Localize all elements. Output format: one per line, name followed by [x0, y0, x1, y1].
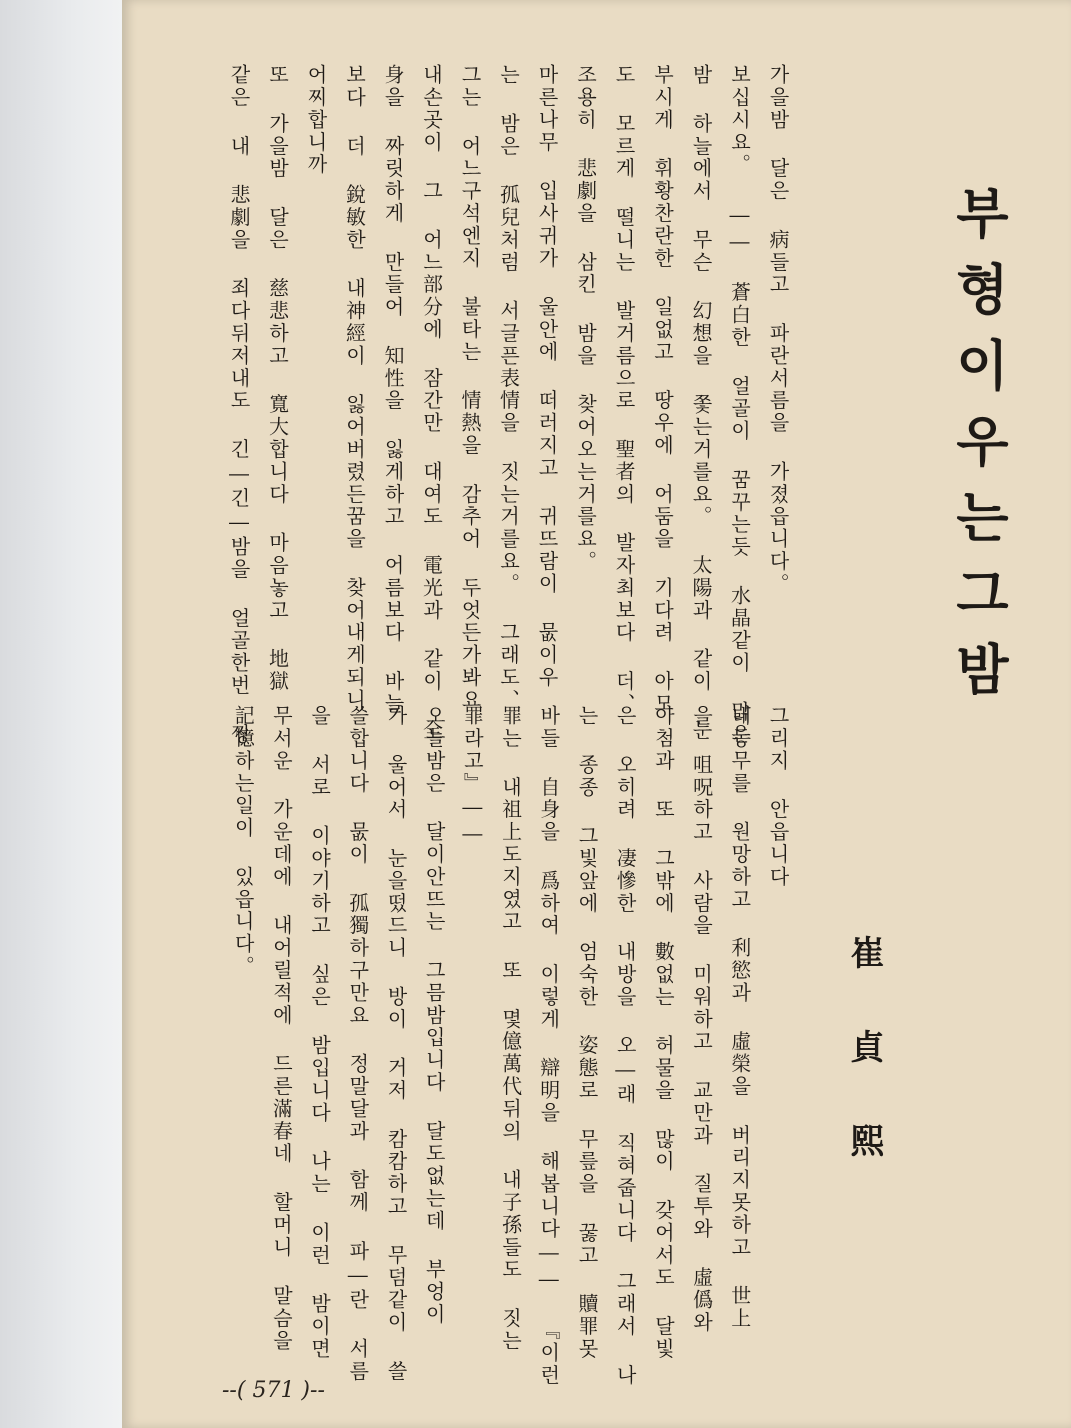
text-column: 조용히 悲劇을 삼킨 밤을 찾어오는거를요。	[573, 64, 598, 573]
text-column: 그리지 안읍니다	[766, 705, 790, 889]
text-column: 내손곳이 그 어느部分에 잠간만 대여도 電光과 같이 全	[419, 64, 444, 742]
background-edge	[0, 0, 122, 1428]
text-column: 보다 더 銳敏한 내神經이 잃어버렸든꿈을 찾어내게되니	[342, 64, 367, 712]
text-column: 罪라고』――	[460, 705, 485, 848]
page-title: 부형이우는그밤	[947, 185, 1010, 717]
text-column: 보십시요。 ―― 蒼白한 얼골이 꿈꾸는듯 水晶같이 맑은	[727, 64, 752, 746]
text-column: 내동무를 원망하고 利慾과 虛榮을 버리지못하고 世上	[727, 705, 752, 1330]
text-column: 마른나무 입사귀가 울안에 떠러지고 귀뜨람이 뭆이우	[535, 64, 559, 689]
text-column: 쓸합니다 뭆이 孤獨하구만요 정말달과 함께 파―란 서름	[345, 705, 370, 1383]
text-column: 밤 하늘에서 무슨 幻想을 쫓는거를요。 太陽과 같이 눈	[689, 64, 713, 742]
text-column: 바들 自身을 爲하여 이렇게 辯明을 해봅니다―― 『이런	[536, 705, 561, 1387]
text-column: 어찌합니까	[304, 64, 328, 176]
text-column: 을 咀呪하고 사람을 미워하고 교만과 질투와 虛僞와	[689, 705, 714, 1334]
text-column: 무서운 가운데에 내어릴적에 드른滿春네 할머니 말슴을	[269, 705, 294, 1353]
text-column: 또 가을밤 달은 慈悲하고 寬大합니다 마음놓고 地獄	[265, 64, 290, 693]
text-column: 도 모르게 떨니는 발거름으로 聖者의 발자최보다 더、	[612, 64, 636, 716]
text-column: 아첨과 또 그밖에 數없는 허물을 많이 갖어서도 달빛	[651, 705, 676, 1361]
text-column: 부시게 휘황찬란한 일없고 땅우에 어둠을 기다려 아모	[650, 64, 675, 716]
text-column: 가을밤 달은 病들고 파란서름을 가졌읍니다。	[766, 64, 790, 596]
text-column: 身을 짜릿하게 만들어 知性을 잃게하고 어름보다 바늘	[381, 64, 405, 716]
page-number: --( 571 )--	[222, 1378, 325, 1403]
text-column: 는 종종 그빛앞에 엄숙한 姿態로 무릎을 꿇고 贖罪못	[575, 705, 599, 1361]
text-column: 罪는 내祖上도지였고 또 몇億萬代뒤의 내子孫들도 짓는	[498, 705, 523, 1353]
text-column: 는 밤은 孤兒처럼 서글픈表情을 짓는거를요。 그래도、	[496, 64, 521, 712]
text-column: 記憶하는일이 있읍니다。	[231, 705, 256, 978]
text-column: 오늘밤은 달이안뜨는 그믐밤입니다 달도없는데 부엉이	[422, 705, 447, 1326]
text-column: 가 울어서 눈을떴드니 방이 거저 캄캄하고 무덤같이 쓸	[384, 705, 408, 1383]
text-column: 은 오히려 凄慘한 내방을 오―래 직혀줍니다 그래서 나	[613, 705, 638, 1387]
text-column: 그는 어느구석엔지 불타는 情熱을 감추어 두엇든가봐요	[458, 64, 482, 712]
text-column: 을 서로 이야기하고 싶은 밤입니다 나는 이런 밤이면	[307, 705, 332, 1361]
text-column: 같은 내 悲劇을 죄다뒤저내도 긴―긴―밤을 얼골한번 찡	[227, 64, 251, 746]
author-name: 崔貞熙	[844, 935, 884, 1217]
